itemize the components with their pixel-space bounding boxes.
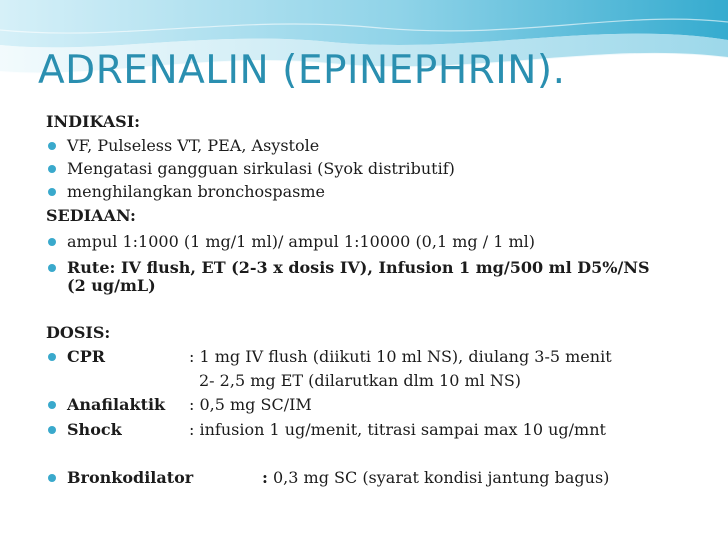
cpr-value-line2: 2- 2,5 mg ET (dilarutkan dlm 10 ml NS) [199,371,522,390]
sediaan-item-rute-cont: (2 ug/mL) [67,276,156,295]
bronkodilator-value: 0,3 mg SC (syarat kondisi jantung bagus) [267,468,610,487]
shock-value: : infusion 1 ug/menit, titrasi sampai max 10 ug/mnt [189,420,606,439]
indikasi-heading: INDIKASI: [46,112,141,131]
dosis-heading: DOSIS: [46,323,111,342]
anafilaktik-label: Anafilaktik [67,395,166,414]
list-item [46,182,325,201]
sediaan-item-ampul: ampul 1:1000 (1 mg/1 ml)/ ampul 1:10000 (0,1 mg / 1 ml) [67,232,535,251]
indikasi-item-1: VF, Pulseless VT, PEA, Asystole [67,136,320,155]
bronkodilator-separator: : [262,468,268,487]
list-item [46,258,650,277]
sediaan-item-rute: Rute: IV flush, ET (2-3 x dosis IV), Infusion 1 mg/500 ml D5%/NS [67,258,650,277]
list-item [46,159,455,178]
sediaan-heading: SEDIAAN: [46,206,136,225]
dosis-row-bronkodilator [46,468,609,487]
slide-title: ADRENALIN (EPINEPHRIN). [38,48,566,93]
dosis-row-shock [46,420,606,439]
anafilaktik-value: : 0,5 mg SC/IM [189,395,312,414]
dosis-row-cpr [46,347,612,366]
list-item [46,136,319,155]
shock-label: Shock [67,420,122,439]
cpr-label: CPR [67,347,106,366]
dosis-row-anafilaktik [46,395,312,414]
list-item [46,232,535,251]
cpr-value: : 1 mg IV flush (diikuti 10 ml NS), diulang 3-5 menit [189,347,612,366]
indikasi-item-3: menghilangkan bronchospasme [67,182,326,201]
bronkodilator-label: Bronkodilator [67,468,194,487]
indikasi-item-2: Mengatasi gangguan sirkulasi (Syok distributif) [67,159,455,178]
